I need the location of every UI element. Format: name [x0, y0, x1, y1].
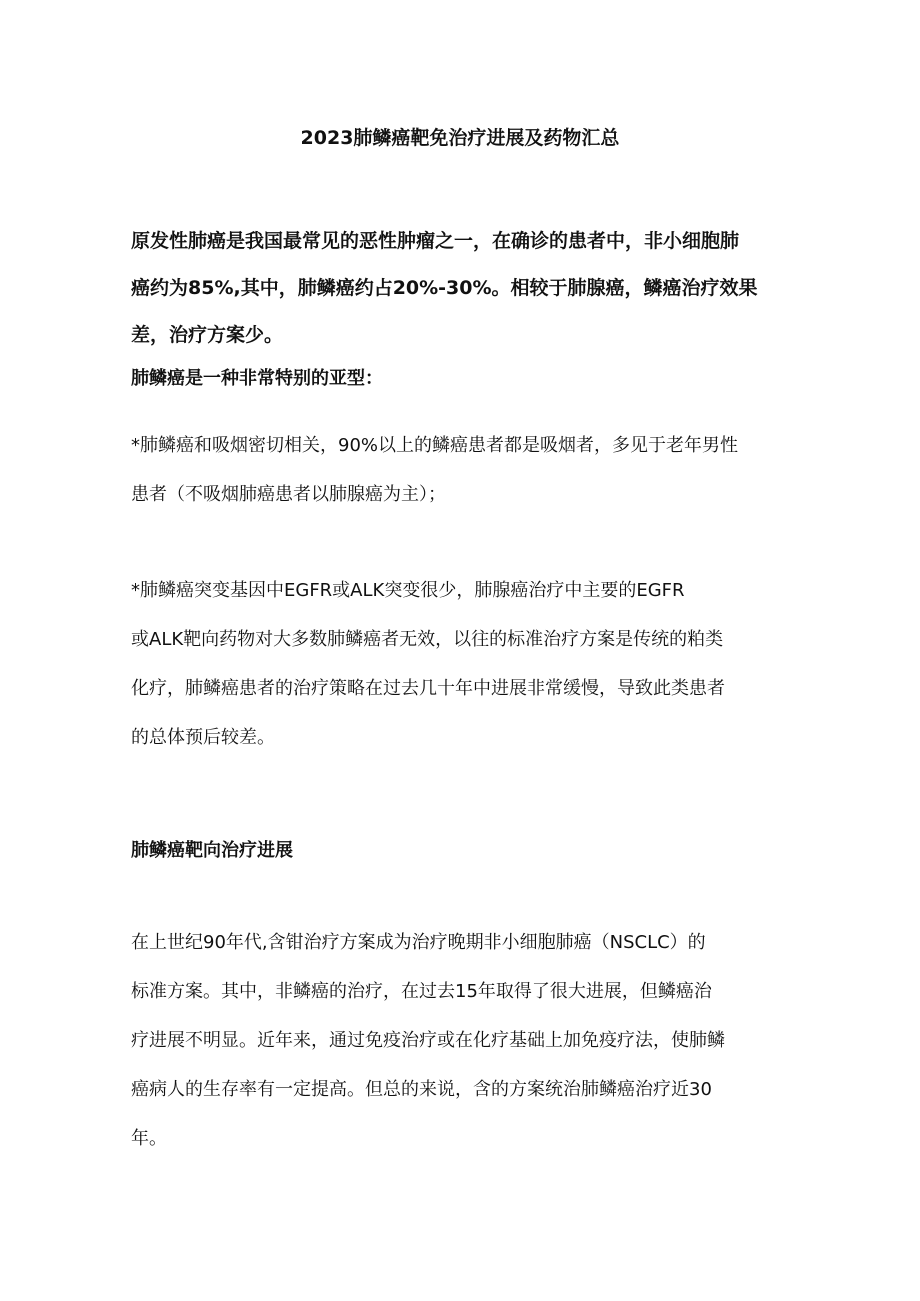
- document-title: 2023肺鳞癌靶免治疗进展及药物汇总: [300, 127, 620, 149]
- intro-paragraph: [131, 218, 803, 359]
- point-1-line: 患者（不吸烟肺癌患者以肺腺癌为主）；: [131, 484, 446, 505]
- intro-line: 癌约为85%,其中，肺鳞癌约占20%-30%。相较于肺腺癌，鳞癌治疗效果: [131, 277, 758, 299]
- point-1-paragraph: [131, 421, 803, 519]
- section-paragraph-line: 疗进展不明显。近年来，通过免疫治疗或在化疗基础上加免疫疗法，使肺鳞: [131, 1030, 725, 1051]
- section-heading: 肺鳞癌靶向治疗进展: [131, 840, 293, 861]
- section-paragraph-line: 癌病人的生存率有一定提高。但总的来说，含的方案统治肺鳞癌治疗近30: [131, 1079, 712, 1100]
- subtype-heading: 肺鳞癌是一种非常特别的亚型：: [131, 368, 383, 389]
- intro-line: 差，治疗方案少。: [131, 324, 284, 346]
- intro-line: 原发性肺癌是我国最常见的恶性肿瘤之一，在确诊的患者中，非小细胞肺: [131, 230, 740, 252]
- point-2-line: 化疗，肺鳞癌患者的治疗策略在过去几十年中进展非常缓慢，导致此类患者: [131, 678, 725, 699]
- section-paragraph: [131, 918, 803, 1163]
- point-2-line: 的总体预后较差。: [131, 727, 275, 748]
- point-2-line: *肺鳞癌突变基因中EGFR或ALK突变很少，肺腺癌治疗中主要的EGFR: [131, 580, 685, 601]
- section-paragraph-line: 在上世纪90年代,含钳治疗方案成为治疗晚期非小细胞肺癌（NSCLC）的: [131, 932, 706, 953]
- point-1-line: *肺鳞癌和吸烟密切相关，90%以上的鳞癌患者都是吸烟者，多见于老年男性: [131, 435, 739, 456]
- point-2-paragraph: [131, 566, 803, 762]
- section-paragraph-line: 标准方案。其中，非鳞癌的治疗，在过去15年取得了很大进展，但鳞癌治: [131, 981, 712, 1002]
- point-2-line: 或ALK靶向药物对大多数肺鳞癌者无效，以往的标准治疗方案是传统的粕类: [131, 629, 724, 650]
- section-paragraph-line: 年。: [131, 1128, 167, 1149]
